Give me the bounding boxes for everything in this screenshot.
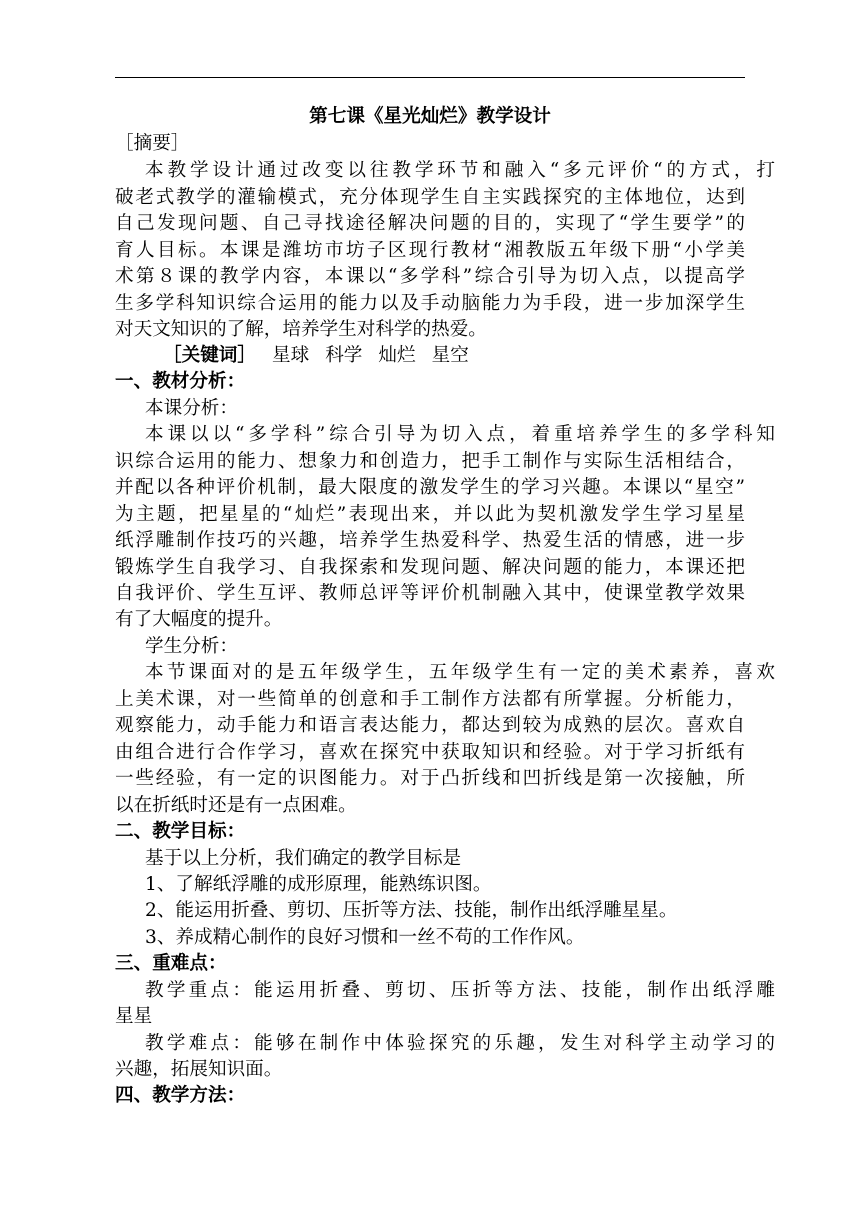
abstract-line: 自己发现问题、自己寻找途径解决问题的目的，实现了“学生要学”的 xyxy=(115,213,745,234)
student-analysis-line: 观察能力，动手能力和语言表达能力，都达到较为成熟的层次。喜欢自 xyxy=(115,715,745,736)
student-analysis-line: 由组合进行合作学习，喜欢在探究中获取知识和经验。对于学习折纸有 xyxy=(115,742,745,763)
section-heading-materials: 一、教材分析： xyxy=(115,371,246,392)
goal-item: 1、了解纸浮雕的成形原理，能熟练识图。 xyxy=(145,874,492,895)
abstract-line: 生多学科知识综合运用的能力以及手动脑能力为手段，进一步加深学生 xyxy=(115,293,745,314)
student-analysis-label: 学生分析： xyxy=(145,636,238,657)
lesson-analysis-label: 本课分析： xyxy=(145,398,238,419)
lesson-analysis-line: 有了大幅度的提升。 xyxy=(115,609,283,630)
header-rule xyxy=(115,77,745,78)
section-heading-goals: 二、教学目标： xyxy=(115,821,246,842)
keyword: 星球 xyxy=(271,345,310,366)
student-analysis-line: 上美术课，对一些简单的创意和手工制作方法都有所掌握。分析能力， xyxy=(115,689,745,710)
lesson-analysis-line: 并配以各种评价机制，最大限度的激发学生的学习兴趣。本课以“星空” xyxy=(115,477,745,498)
keyword: 灿烂 xyxy=(378,345,416,366)
section-heading-key-points: 三、重难点： xyxy=(115,953,227,974)
lesson-analysis-line: 为主题，把星星的“灿烂”表现出来，并以此为契机激发学生学习星星 xyxy=(115,504,745,525)
abstract-line: 本教学设计通过改变以往教学环节和融入“多元评价“的方式，打 xyxy=(145,160,775,181)
section-heading-methods: 四、教学方法： xyxy=(115,1085,246,1106)
difficulty-line: 教学难点：能够在制作中体验探究的乐趣，发生对科学主动学习的 xyxy=(145,1033,775,1054)
key-point-line: 教学重点：能运用折叠、剪切、压折等方法、技能，制作出纸浮雕 xyxy=(145,980,775,1001)
keywords-label: ［关键词］ xyxy=(163,345,256,366)
keyword: 星空 xyxy=(431,345,469,366)
goals-intro: 基于以上分析，我们确定的教学目标是 xyxy=(145,848,462,869)
document-title: 第七课《星光灿烂》教学设计 xyxy=(309,106,551,127)
difficulty-line: 兴趣，拓展知识面。 xyxy=(115,1059,283,1080)
student-analysis-line: 一些经验，有一定的识图能力。对于凸折线和凹折线是第一次接触，所 xyxy=(115,768,745,789)
abstract-line: 术第８课的教学内容，本课以“多学科”综合引导为切入点，以提高学 xyxy=(115,266,745,287)
goal-item: 3、养成精心制作的良好习惯和一丝不苟的工作作风。 xyxy=(145,927,585,948)
abstract-line: 对天文知识的了解，培养学生对科学的热爱。 xyxy=(115,319,487,340)
lesson-analysis-line: 锻炼学生自我学习、自我探索和发现问题、解决问题的能力，本课还把 xyxy=(115,557,745,578)
keywords-row xyxy=(115,343,793,369)
abstract-line: 破老式教学的灌输模式，充分体现学生自主实践探究的主体地位，达到 xyxy=(115,187,745,208)
student-analysis-line: 以在折纸时还是有一点困难。 xyxy=(115,795,357,816)
lesson-analysis-line: 自我评价、学生互评、教师总评等评价机制融入其中，使课堂教学效果 xyxy=(115,583,745,604)
abstract-line: 育人目标。本课是潍坊市坊子区现行教材“湘教版五年级下册“小学美 xyxy=(115,240,745,261)
keyword: 科学 xyxy=(325,345,363,366)
abstract-heading: ［摘要］ xyxy=(115,133,190,154)
student-analysis-line: 本节课面对的是五年级学生，五年级学生有一定的美术素养，喜欢 xyxy=(145,662,775,683)
lesson-analysis-line: 识综合运用的能力、想象力和创造力，把手工制作与实际生活相结合， xyxy=(115,451,745,472)
goal-item: 2、能运用折叠、剪切、压折等方法、技能，制作出纸浮雕星星。 xyxy=(145,900,678,921)
lesson-analysis-line: 本课以以“多学科”综合引导为切入点，着重培养学生的多学科知 xyxy=(145,424,775,445)
lesson-analysis-line: 纸浮雕制作技巧的兴趣，培养学生热爱科学、热爱生活的情感，进一步 xyxy=(115,530,745,551)
key-point-line: 星星 xyxy=(115,1006,153,1027)
